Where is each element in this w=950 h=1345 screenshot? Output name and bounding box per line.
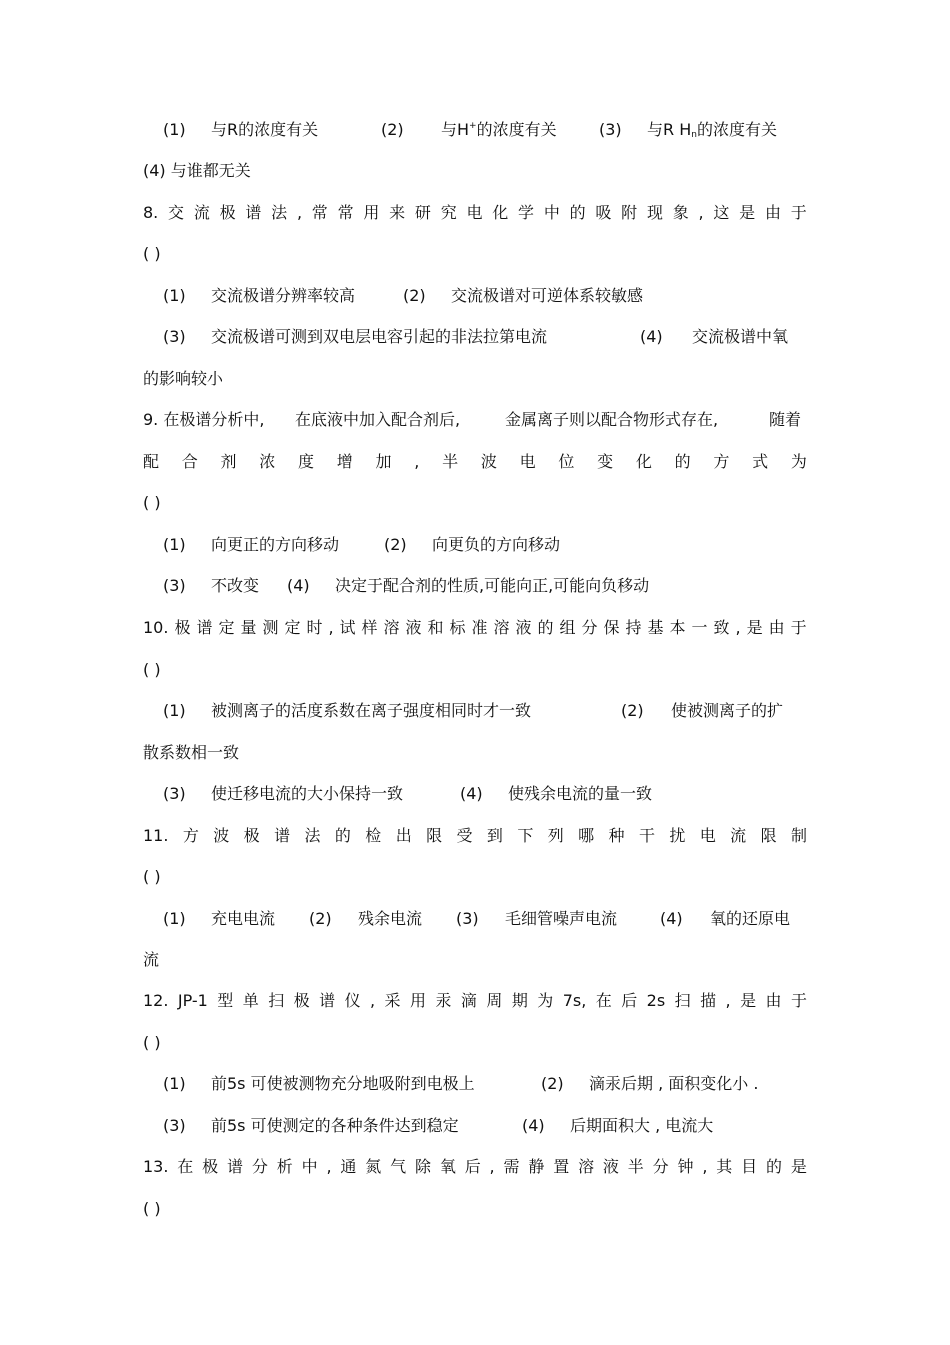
q7-option-1-number: (1) <box>163 120 186 139</box>
q8-stem-char: 究 <box>440 203 457 222</box>
q11-stem-char: 方 <box>182 826 199 845</box>
q12-stem-token: 仪 <box>344 991 361 1010</box>
q12-stem-token: 由 <box>765 991 782 1010</box>
q10-stem-char: 持 <box>625 618 642 637</box>
q12-stem-token: 采 <box>384 991 401 1010</box>
q13-stem-char: , <box>489 1157 495 1176</box>
q11-stem-char: 限 <box>760 826 777 845</box>
q8-stem-char: 学 <box>518 203 535 222</box>
q13-answer-parentheses: ( ) <box>143 1199 161 1218</box>
q12-stem-token: 谱 <box>319 991 336 1010</box>
q9-option-4-number: (4) <box>287 576 310 595</box>
q7-option-3-number: (3) <box>599 120 622 139</box>
q12-stem-token: 7s, <box>562 991 587 1010</box>
q9-stem-line-2 <box>143 448 807 476</box>
q11-stem-char: 哪 <box>578 826 595 845</box>
q8-stem-char: , <box>698 203 704 222</box>
q11-option-1-number: (1) <box>163 909 186 928</box>
q8-stem-char: 由 <box>764 203 781 222</box>
q8-option-3-number: (3) <box>163 327 186 346</box>
q9-stem-char: 度 <box>298 452 315 471</box>
q9-stem-char: 浓 <box>259 452 276 471</box>
q8-stem <box>143 199 807 227</box>
q12-stem-token: 滴 <box>460 991 477 1010</box>
q12-stem-token: 于 <box>790 991 807 1010</box>
q12-stem-token: 2s <box>646 991 666 1010</box>
q12-option-3-number: (3) <box>163 1116 186 1135</box>
q8-stem-char: 吸 <box>595 203 612 222</box>
q8-stem-char: 常 <box>337 203 354 222</box>
q12-option-1-number: (1) <box>163 1074 186 1093</box>
q13-stem-char: 极 <box>202 1157 219 1176</box>
q8-stem-char: 于 <box>790 203 807 222</box>
q12-stem-token: 在 <box>595 991 612 1010</box>
q8-options-line-2 <box>163 323 807 351</box>
q8-stem-char: 流 <box>193 203 210 222</box>
q7-option-2-post: 的浓度有关 <box>476 120 557 139</box>
q13-stem-char: 氮 <box>365 1157 382 1176</box>
q12-answer-parentheses: ( ) <box>143 1033 161 1052</box>
q12-option-4-text: 后期面积大 , 电流大 <box>570 1116 714 1135</box>
q8-option-4-continuation: 的影响较小 <box>143 369 224 388</box>
q7-option-2-number: (2) <box>381 120 404 139</box>
q11-stem-char: 下 <box>517 826 534 845</box>
q10-stem-char: 由 <box>768 618 785 637</box>
q8-stem-char: 常 <box>311 203 328 222</box>
q11-option-2-number: (2) <box>309 909 332 928</box>
q12-option-4-number: (4) <box>522 1116 545 1135</box>
q8-option-2-text: 交流极谱对可逆体系较敏感 <box>451 286 644 305</box>
q10-stem-char: 极 <box>174 618 191 637</box>
q12-stem-token: 后 <box>621 991 638 1010</box>
q9-stem-char: 配 <box>143 452 160 471</box>
q9-stem-char: 电 <box>519 452 536 471</box>
q7-option-3-pre: 与R H <box>647 120 692 139</box>
q12-stem-token: 是 <box>740 991 757 1010</box>
q8-stem-char: 现 <box>646 203 663 222</box>
q11-option-1-text: 充电电流 <box>211 909 276 928</box>
q11-stem-char: 极 <box>243 826 260 845</box>
q11-stem-char: 谱 <box>274 826 291 845</box>
q12-options-line-2 <box>163 1112 807 1140</box>
q11-stem-char: 流 <box>730 826 747 845</box>
q9-option-1-text: 向更正的方向移动 <box>211 535 340 554</box>
q10-stem-char: 10. <box>143 618 169 637</box>
q9-stem-char: 半 <box>442 452 459 471</box>
q11-stem-char: 出 <box>395 826 412 845</box>
q9-option-2-text: 向更负的方向移动 <box>432 535 561 554</box>
q10-stem <box>143 614 807 642</box>
q13-stem-char: 目 <box>741 1157 758 1176</box>
q13-stem-char: 氧 <box>439 1157 456 1176</box>
q8-stem-char: 象 <box>672 203 689 222</box>
q10-stem-char: 组 <box>559 618 576 637</box>
q12-options-line-1 <box>163 1070 807 1098</box>
q9-option-1-number: (1) <box>163 535 186 554</box>
q13-stem <box>143 1153 807 1181</box>
q11-stem-char: 11. <box>143 826 169 845</box>
q7-option-3-subscript: n <box>691 130 697 140</box>
q10-stem-char: , <box>735 618 741 637</box>
q9-stem-char: 剂 <box>220 452 237 471</box>
q13-stem-char: 钟 <box>677 1157 694 1176</box>
q13-stem-char: 是 <box>790 1157 807 1176</box>
q12-stem-token: JP-1 <box>177 991 208 1010</box>
q13-stem-char: , <box>702 1157 708 1176</box>
q11-stem-char: 限 <box>426 826 443 845</box>
q8-stem-char: 交 <box>168 203 185 222</box>
q8-answer-parentheses: ( ) <box>143 244 161 263</box>
q13-stem-char: 半 <box>627 1157 644 1176</box>
q8-stem-char: 的 <box>569 203 586 222</box>
q9-option-3-number: (3) <box>163 576 186 595</box>
q12-stem-token: 极 <box>293 991 310 1010</box>
q10-stem-char: 液 <box>405 618 422 637</box>
q13-stem-char: 其 <box>716 1157 733 1176</box>
q13-stem-char: 置 <box>553 1157 570 1176</box>
q9-stem-part: 9. 在极谱分析中, <box>143 410 265 429</box>
q10-stem-char: 定 <box>284 618 301 637</box>
q8-stem-char: 化 <box>492 203 509 222</box>
q12-stem-token: 扫 <box>674 991 691 1010</box>
q10-option-1-text: 被测离子的活度系数在离子强度相同时才一致 <box>211 701 532 720</box>
q8-stem-char: 电 <box>466 203 483 222</box>
q11-option-4-continuation: 流 <box>143 950 160 969</box>
q9-stem-char: 位 <box>558 452 575 471</box>
q9-stem-char: 为 <box>790 452 807 471</box>
q9-stem-char: 式 <box>752 452 769 471</box>
q7-option-1-text: 与R的浓度有关 <box>211 120 319 139</box>
q10-options-line-1 <box>163 697 807 725</box>
q10-option-2-text: 使被测离子的扩 <box>671 701 784 720</box>
q12-stem-token: 周 <box>486 991 503 1010</box>
q13-stem-char: 中 <box>301 1157 318 1176</box>
q8-stem-char: 中 <box>543 203 560 222</box>
q11-stem-char: 法 <box>304 826 321 845</box>
q9-options-line-2 <box>163 572 807 600</box>
q11-option-3-number: (3) <box>456 909 479 928</box>
q11-stem-char: 制 <box>790 826 807 845</box>
q9-option-3-text: 不改变 <box>211 576 260 595</box>
q10-stem-char: 一 <box>691 618 708 637</box>
q8-stem-char: 这 <box>713 203 730 222</box>
q8-option-4-text: 交流极谱中氧 <box>692 327 789 346</box>
q10-stem-char: 液 <box>515 618 532 637</box>
q12-stem-token: 用 <box>410 991 427 1010</box>
q9-option-2-number: (2) <box>384 535 407 554</box>
q10-stem-char: 保 <box>603 618 620 637</box>
q13-stem-char: 析 <box>276 1157 293 1176</box>
q9-stem-char: 增 <box>336 452 353 471</box>
q10-options-line-2 <box>163 780 807 808</box>
q12-stem-token: , <box>725 991 731 1010</box>
q10-stem-char: 试 <box>339 618 356 637</box>
q12-stem-token: , <box>370 991 376 1010</box>
q9-stem-char: 波 <box>480 452 497 471</box>
q9-stem-part: 金属离子则以配合物形式存在, <box>505 410 719 429</box>
q11-option-3-text: 毛细管噪声电流 <box>505 909 618 928</box>
q13-stem-char: 谱 <box>227 1157 244 1176</box>
q8-stem-char: 附 <box>621 203 638 222</box>
q11-stem-char: 的 <box>334 826 351 845</box>
q9-stem-char: 的 <box>674 452 691 471</box>
q11-option-4-text: 氧的还原电 <box>710 909 791 928</box>
q12-stem-token: 期 <box>511 991 528 1010</box>
q10-stem-char: 于 <box>790 618 807 637</box>
q11-stem-char: 受 <box>456 826 473 845</box>
q7-option-4: (4) 与谁都无关 <box>143 161 251 180</box>
q8-stem-char: 8. <box>143 203 159 222</box>
q10-stem-char: 样 <box>361 618 378 637</box>
q8-options-line-1 <box>163 282 807 310</box>
q10-stem-char: , <box>328 618 334 637</box>
q10-stem-char: 分 <box>581 618 598 637</box>
q13-stem-char: 在 <box>177 1157 194 1176</box>
q7-option-2-text <box>441 116 557 144</box>
q13-stem-char: , <box>326 1157 332 1176</box>
q11-stem <box>143 822 807 850</box>
q13-stem-char: 液 <box>602 1157 619 1176</box>
q10-stem-char: 溶 <box>383 618 400 637</box>
q10-stem-char: 致 <box>713 618 730 637</box>
q9-stem-char: , <box>414 452 420 471</box>
q9-stem-line-1 <box>143 406 807 434</box>
q7-option-3-post: 的浓度有关 <box>696 120 777 139</box>
q11-stem-char: 列 <box>547 826 564 845</box>
q12-stem <box>143 987 807 1015</box>
q8-option-4-number: (4) <box>640 327 663 346</box>
q10-stem-char: 基 <box>647 618 664 637</box>
q11-options-line <box>163 905 807 933</box>
q10-stem-char: 本 <box>669 618 686 637</box>
q7-option-3-text <box>647 116 777 144</box>
q13-stem-char: 气 <box>390 1157 407 1176</box>
q10-option-1-number: (1) <box>163 701 186 720</box>
q8-stem-char: , <box>296 203 303 222</box>
q8-option-3-text: 交流极谱可测到双电层电容引起的非法拉第电流 <box>211 327 548 346</box>
q12-stem-token: 为 <box>537 991 554 1010</box>
q11-stem-char: 电 <box>699 826 716 845</box>
q13-stem-char: 13. <box>143 1157 169 1176</box>
q12-stem-token: 汞 <box>435 991 452 1010</box>
q13-stem-char: 静 <box>528 1157 545 1176</box>
q9-answer-parentheses: ( ) <box>143 493 161 512</box>
q8-option-1-number: (1) <box>163 286 186 305</box>
q11-stem-char: 扰 <box>669 826 686 845</box>
q13-stem-char: 除 <box>414 1157 431 1176</box>
q9-stem-part: 在底液中加入配合剂后, <box>295 410 461 429</box>
q9-stem-char: 加 <box>375 452 392 471</box>
q7-option-2-pre: 与H <box>441 120 470 139</box>
q11-stem-char: 种 <box>608 826 625 845</box>
q10-option-4-number: (4) <box>460 784 483 803</box>
q12-option-3-text: 前5s 可使测定的各种条件达到稳定 <box>211 1116 459 1135</box>
q10-stem-char: 标 <box>449 618 466 637</box>
q8-stem-char: 是 <box>739 203 756 222</box>
q12-stem-token: 单 <box>242 991 259 1010</box>
q12-option-2-text: 滴汞后期 , 面积变化小 . <box>589 1074 759 1093</box>
q10-stem-char: 谱 <box>196 618 213 637</box>
q8-stem-char: 用 <box>363 203 380 222</box>
q9-stem-char: 合 <box>181 452 198 471</box>
q13-stem-char: 需 <box>503 1157 520 1176</box>
q13-stem-char: 的 <box>766 1157 783 1176</box>
q11-stem-char: 波 <box>213 826 230 845</box>
q10-stem-char: 定 <box>218 618 235 637</box>
q10-option-3-number: (3) <box>163 784 186 803</box>
q10-stem-char: 时 <box>306 618 323 637</box>
q9-options-line-1 <box>163 531 807 559</box>
q8-stem-char: 法 <box>271 203 288 222</box>
q11-stem-char: 干 <box>638 826 655 845</box>
q10-stem-char: 量 <box>240 618 257 637</box>
q10-stem-char: 和 <box>427 618 444 637</box>
q11-option-2-text: 残余电流 <box>358 909 423 928</box>
q10-option-2-number: (2) <box>621 701 644 720</box>
q9-stem-char: 方 <box>713 452 730 471</box>
q8-option-1-text: 交流极谱分辨率较高 <box>211 286 356 305</box>
q12-option-2-number: (2) <box>541 1074 564 1093</box>
q12-stem-token: 型 <box>217 991 234 1010</box>
q10-stem-char: 准 <box>471 618 488 637</box>
q10-stem-char: 的 <box>537 618 554 637</box>
q10-answer-parentheses: ( ) <box>143 660 161 679</box>
q13-stem-char: 分 <box>652 1157 669 1176</box>
q12-option-1-text: 前5s 可使被测物充分地吸附到电极上 <box>211 1074 475 1093</box>
q11-stem-char: 检 <box>365 826 382 845</box>
q9-option-4-text: 决定于配合剂的性质,可能向正,可能向负移动 <box>335 576 650 595</box>
q10-stem-char: 溶 <box>493 618 510 637</box>
q12-stem-token: 描 <box>700 991 717 1010</box>
q13-stem-char: 通 <box>340 1157 357 1176</box>
q8-stem-char: 极 <box>219 203 236 222</box>
q10-stem-char: 是 <box>746 618 763 637</box>
q13-stem-char: 分 <box>251 1157 268 1176</box>
q10-option-2-continuation: 散系数相一致 <box>143 743 240 762</box>
q12-stem-token: 扫 <box>268 991 285 1010</box>
q8-stem-char: 谱 <box>245 203 262 222</box>
q11-answer-parentheses: ( ) <box>143 867 161 886</box>
q8-stem-char: 研 <box>414 203 431 222</box>
q12-stem-token: 12. <box>143 991 169 1010</box>
q10-option-4-text: 使残余电流的量一致 <box>508 784 653 803</box>
q9-stem-char: 变 <box>597 452 614 471</box>
q9-stem-part: 随着 <box>769 410 802 429</box>
q10-stem-char: 测 <box>262 618 279 637</box>
q10-option-3-text: 使迁移电流的大小保持一致 <box>211 784 404 803</box>
q7-options-line <box>163 116 807 144</box>
q13-stem-char: 溶 <box>578 1157 595 1176</box>
q11-stem-char: 到 <box>486 826 503 845</box>
q9-stem-char: 化 <box>635 452 652 471</box>
q7-option-2-superscript: + <box>469 121 477 131</box>
q8-option-2-number: (2) <box>403 286 426 305</box>
q13-stem-char: 后 <box>464 1157 481 1176</box>
q11-option-4-number: (4) <box>660 909 683 928</box>
q8-stem-char: 来 <box>389 203 406 222</box>
